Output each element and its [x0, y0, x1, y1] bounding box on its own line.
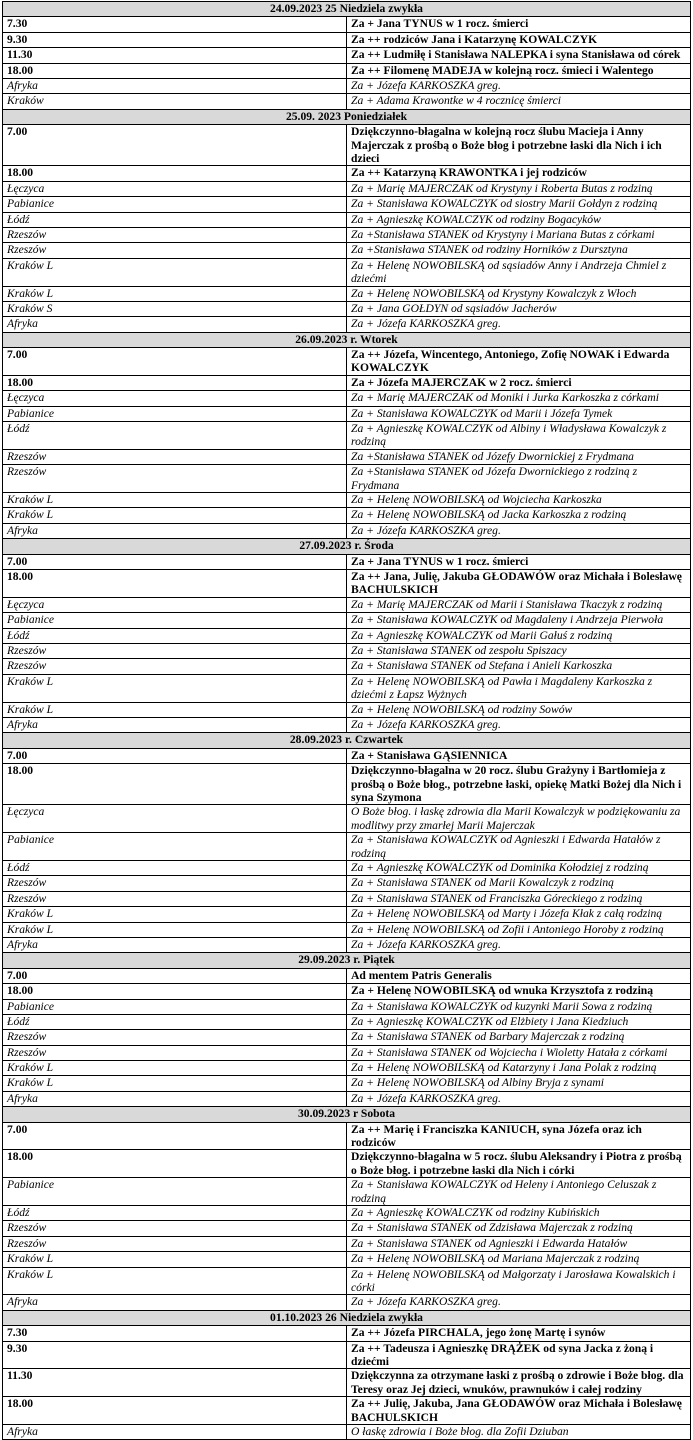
intention-location: Pabianice: [3, 833, 347, 861]
mass-row: [3, 348, 691, 376]
mass-row: [3, 1341, 691, 1369]
schedule-body: [3, 2, 691, 1440]
intention-text: Za + Jana TYNUS w 1 rocz. śmierci: [347, 17, 691, 32]
intention-row: [3, 197, 691, 212]
intention-text: Za + Stanisława KOWALCZYK od Magdaleny i Andrzeja Pierwoła: [347, 613, 691, 628]
mass-time: 18.00: [3, 63, 347, 78]
intention-text: Za ++ Jana, Julię, Jakuba GŁODAWÓW oraz Michała i Bolesławę BACHULSKICH: [347, 570, 691, 598]
intention-text: Za +Stanisława STANEK od Józefy Dwornickiej z Frydmana: [347, 449, 691, 464]
day-header: 29.09.2023 r. Piątek: [3, 953, 691, 968]
mass-row: [3, 968, 691, 983]
mass-time: 18.00: [3, 1150, 347, 1178]
intention-row: [3, 1091, 691, 1106]
intention-location: Pabianice: [3, 1178, 347, 1206]
intention-location: Rzeszów: [3, 876, 347, 891]
intention-text: Za + Helenę NOWOBILSKĄ od Katarzyny i Jana Polak z rodziną: [347, 1061, 691, 1076]
mass-row: [3, 1150, 691, 1178]
intention-row: [3, 243, 691, 258]
intention-row: [3, 1295, 691, 1310]
intention-text: Za + Adama Krawontke w 4 rocznicę śmierci: [347, 94, 691, 109]
intention-location: Kraków L: [3, 907, 347, 922]
intention-location: Kraków L: [3, 1267, 347, 1295]
intention-location: Afryka: [3, 523, 347, 538]
day-header: 27.09.2023 r. Środa: [3, 539, 691, 554]
intention-location: Kraków L: [3, 258, 347, 286]
intention-location: Łódź: [3, 861, 347, 876]
intention-text: Za + Józefa KARKOSZKA greg.: [347, 1295, 691, 1310]
day-header-row: [3, 953, 691, 968]
mass-time: 7.00: [3, 968, 347, 983]
intention-location: Łódź: [3, 628, 347, 643]
intention-location: Rzeszów: [3, 465, 347, 493]
intention-text: Za ++ Filomenę MADEJA w kolejną rocz. śmieci i Walentego: [347, 63, 691, 78]
intention-text: Za +Stanisława STANEK od Krystyny i Mariana Butas z córkami: [347, 227, 691, 242]
intention-text: Za + Stanisława KOWALCZYK od kuzynki Marii Sowa z rodziną: [347, 999, 691, 1014]
intention-row: [3, 659, 691, 674]
intention-row: [3, 1425, 691, 1440]
intention-location: Pabianice: [3, 406, 347, 421]
day-header: 28.09.2023 r. Czwartek: [3, 733, 691, 748]
mass-row: [3, 554, 691, 569]
intention-row: [3, 1252, 691, 1267]
intention-row: [3, 406, 691, 421]
mass-row: [3, 1326, 691, 1341]
intention-text: Za + Helenę NOWOBILSKĄ od Marty i Józefa Kłak z całą rodziną: [347, 907, 691, 922]
intention-location: Pabianice: [3, 613, 347, 628]
intention-location: Afryka: [3, 1295, 347, 1310]
mass-row: [3, 764, 691, 805]
intention-row: [3, 644, 691, 659]
intention-location: Afryka: [3, 317, 347, 332]
intention-row: [3, 523, 691, 538]
intention-text: Za + Helenę NOWOBILSKĄ od Pawła i Magdaleny Karkoszka z dziećmi z Łapsz Wyżnych: [347, 674, 691, 702]
day-header: 24.09.2023 25 Niedziela zwykła: [3, 2, 691, 17]
intention-row: [3, 717, 691, 732]
mass-time: 7.00: [3, 348, 347, 376]
day-header: 01.10.2023 26 Niedziela zwykła: [3, 1310, 691, 1325]
intention-text: Za + Stanisława STANEK od Zdzisława Majerczak z rodziną: [347, 1221, 691, 1236]
mass-time: 7.00: [3, 554, 347, 569]
intention-location: Rzeszów: [3, 243, 347, 258]
intention-row: [3, 597, 691, 612]
intention-location: Kraków L: [3, 508, 347, 523]
intention-text: Dziękczynno-błagalna w 20 rocz. ślubu Grażyny i Bartłomieja z prośbą o Boże błog., potrzebne łaski, opiekę Matki Bożej dla Nich i syna Szymona: [347, 764, 691, 805]
intention-row: [3, 999, 691, 1014]
intention-row: [3, 212, 691, 227]
day-header-row: [3, 332, 691, 347]
intention-row: [3, 613, 691, 628]
intention-row: [3, 508, 691, 523]
intention-text: Za + Stanisława STANEK od Barbary Majerczak z rodziną: [347, 1030, 691, 1045]
intention-text: Za + Stanisława STANEK od Agnieszki i Edwarda Hatałów: [347, 1236, 691, 1251]
intention-row: [3, 391, 691, 406]
intention-location: Rzeszów: [3, 1236, 347, 1251]
intention-text: Za + Stanisława KOWALCZYK od Heleny i Antoniego Celuszak z rodziną: [347, 1178, 691, 1206]
day-header-row: [3, 2, 691, 17]
intention-text: Za + Stanisława STANEK od Marii Kowalczyk z rodziną: [347, 876, 691, 891]
intention-row: [3, 937, 691, 952]
intention-text: Za + Jana GOŁDYN od sąsiadów Jacherów: [347, 301, 691, 316]
intention-location: Afryka: [3, 1425, 347, 1440]
intention-text: Za + Józefa KARKOSZKA greg.: [347, 317, 691, 332]
intention-text: Dziękczynno-błagalna w kolejną rocz ślubu Macieja i Anny Majerczak z prośbą o Boże błog i potrzebne łaski dla Nich i ich dzieci: [347, 125, 691, 166]
intention-text: Za ++ Józefa PIRCHALA, jego żonę Martę i synów: [347, 1326, 691, 1341]
mass-time: 18.00: [3, 1397, 347, 1425]
intention-text: Za ++ Józefa, Wincentego, Antoniego, Zofię NOWAK i Edwarda KOWALCZYK: [347, 348, 691, 376]
intention-text: Dziękczynna za otrzymane łaski z prośbą o zdrowie i Boże błog. dla Teresy oraz Jej dzieci, wnuków, prawnuków i całej rodziny: [347, 1369, 691, 1397]
mass-row: [3, 63, 691, 78]
mass-time: 18.00: [3, 166, 347, 181]
intention-text: Za + Józefa KARKOSZKA greg.: [347, 1091, 691, 1106]
intention-text: Za + Helenę NOWOBILSKĄ od wnuka Krzysztofa z rodziną: [347, 984, 691, 999]
intention-text: Za + Marię MAJERCZAK od Marii i Stanisława Tkaczyk z rodziną: [347, 597, 691, 612]
intention-row: [3, 301, 691, 316]
day-header-row: [3, 733, 691, 748]
intention-row: [3, 181, 691, 196]
intention-row: [3, 876, 691, 891]
intention-row: [3, 891, 691, 906]
day-header-row: [3, 539, 691, 554]
intention-row: [3, 1236, 691, 1251]
intention-location: Afryka: [3, 1091, 347, 1106]
mass-row: [3, 748, 691, 763]
intention-location: Łódź: [3, 1206, 347, 1221]
mass-time: 11.30: [3, 1369, 347, 1397]
day-header: 26.09.2023 r. Wtorek: [3, 332, 691, 347]
mass-row: [3, 166, 691, 181]
intention-text: Za + Helenę NOWOBILSKĄ od Krystyny Kowalczyk z Włoch: [347, 286, 691, 301]
intention-text: Za + Stanisława STANEK od Stefana i Anieli Karkoszka: [347, 659, 691, 674]
mass-row: [3, 375, 691, 390]
intention-text: Za + Agnieszkę KOWALCZYK od rodziny Kubińskich: [347, 1206, 691, 1221]
intention-text: Za + Agnieszkę KOWALCZYK od Marii Gałuś z rodziną: [347, 628, 691, 643]
intention-text: O Boże błog. i łaskę zdrowia dla Marii Kowalczyk w podziękowaniu za modlitwy przy zmarłej Marii Majerczak: [347, 805, 691, 833]
day-header: 25.09. 2023 Poniedziałek: [3, 109, 691, 124]
day-header-row: [3, 109, 691, 124]
intention-row: [3, 1221, 691, 1236]
mass-row: [3, 17, 691, 32]
intention-text: Ad mentem Patris Generalis: [347, 968, 691, 983]
intention-row: [3, 422, 691, 450]
intention-location: Rzeszów: [3, 449, 347, 464]
intention-text: Za + Helenę NOWOBILSKĄ od Małgorzaty i Jarosława Kowalskich i córki: [347, 1267, 691, 1295]
day-header-row: [3, 1310, 691, 1325]
intention-location: Pabianice: [3, 197, 347, 212]
mass-row: [3, 1397, 691, 1425]
intention-text: Za + Helenę NOWOBILSKĄ od sąsiadów Anny i Andrzeja Chmiel z dziećmi: [347, 258, 691, 286]
mass-row: [3, 570, 691, 598]
intention-text: Dziękczynno-błagalna w 5 rocz. ślubu Aleksandry i Piotra z prośbą o Boże błog. i potrzebne łaski dla Nich i córki: [347, 1150, 691, 1178]
intention-row: [3, 94, 691, 109]
intention-text: Za ++ Tadeusza i Agnieszkę DRĄŻEK od syna Jacka z żoną i dziećmi: [347, 1341, 691, 1369]
intention-text: Za ++ Julię, Jakuba, Jana GŁODAWÓW oraz Michała i Bolesławę BACHULSKICH: [347, 1397, 691, 1425]
intention-location: Łódź: [3, 422, 347, 450]
mass-time: 9.30: [3, 1341, 347, 1369]
intention-text: Za + Stanisława STANEK od Wojciecha i Wioletty Hatała z córkami: [347, 1045, 691, 1060]
intention-row: [3, 286, 691, 301]
intention-location: Afryka: [3, 78, 347, 93]
mass-time: 18.00: [3, 375, 347, 390]
intention-location: Kraków L: [3, 1252, 347, 1267]
intention-text: Za + Agnieszkę KOWALCZYK od Albiny i Władysława Kowalczyk z rodziną: [347, 422, 691, 450]
intention-location: Rzeszów: [3, 644, 347, 659]
intention-text: Za + Józefa KARKOSZKA greg.: [347, 937, 691, 952]
intention-location: Rzeszów: [3, 1030, 347, 1045]
intention-location: Łęczyca: [3, 181, 347, 196]
intention-text: Za + Jana TYNUS w 1 rocz. śmierci: [347, 554, 691, 569]
intention-location: Pabianice: [3, 999, 347, 1014]
intention-row: [3, 674, 691, 702]
mass-time: 11.30: [3, 48, 347, 63]
intention-text: Za + Marię MAJERCZAK od Krystyny i Roberta Butas z rodziną: [347, 181, 691, 196]
intention-row: [3, 1178, 691, 1206]
intention-text: Za + Helenę NOWOBILSKĄ od Zofii i Antoniego Horoby z rodziną: [347, 922, 691, 937]
mass-time: 7.00: [3, 1122, 347, 1150]
intention-text: Za + Józefa KARKOSZKA greg.: [347, 717, 691, 732]
intention-location: Rzeszów: [3, 227, 347, 242]
intention-location: Łódź: [3, 1014, 347, 1029]
intention-text: Za + Stanisława STANEK od zespołu Spiszacy: [347, 644, 691, 659]
day-header-row: [3, 1107, 691, 1122]
intention-location: Kraków L: [3, 702, 347, 717]
intention-text: Za + Józefa MAJERCZAK w 2 rocz. śmierci: [347, 375, 691, 390]
intention-row: [3, 465, 691, 493]
intention-location: Kraków L: [3, 493, 347, 508]
intention-location: Łęczyca: [3, 391, 347, 406]
intention-location: Kraków S: [3, 301, 347, 316]
mass-time: 18.00: [3, 570, 347, 598]
intention-text: Za + Józefa KARKOSZKA greg.: [347, 78, 691, 93]
mass-time: 7.30: [3, 17, 347, 32]
intention-row: [3, 227, 691, 242]
intention-text: Za + Józefa KARKOSZKA greg.: [347, 523, 691, 538]
intention-location: Kraków L: [3, 1076, 347, 1091]
mass-intentions-table: [2, 1, 691, 1440]
intention-text: Za + Helenę NOWOBILSKĄ od Wojciecha Karkoszka: [347, 493, 691, 508]
intention-row: [3, 1014, 691, 1029]
mass-time: 7.00: [3, 125, 347, 166]
mass-row: [3, 32, 691, 47]
intention-text: Za + Stanisława GĄSIENNICA: [347, 748, 691, 763]
intention-row: [3, 1045, 691, 1060]
intention-text: Za + Agnieszkę KOWALCZYK od Elżbiety i Jana Kiedziuch: [347, 1014, 691, 1029]
intention-text: Za ++ Katarzyną KRAWONTKA i jej rodziców: [347, 166, 691, 181]
intention-location: Łęczyca: [3, 805, 347, 833]
mass-time: 18.00: [3, 984, 347, 999]
mass-row: [3, 1122, 691, 1150]
intention-text: O łaskę zdrowia i Boże błog. dla Zofii Dziuban: [347, 1425, 691, 1440]
intention-location: Łódź: [3, 212, 347, 227]
intention-row: [3, 907, 691, 922]
intention-text: Za ++ Marię i Franciszka KANIUCH, syna Józefa oraz ich rodziców: [347, 1122, 691, 1150]
mass-row: [3, 1369, 691, 1397]
intention-row: [3, 1206, 691, 1221]
intention-row: [3, 317, 691, 332]
intention-row: [3, 78, 691, 93]
intention-location: Kraków L: [3, 674, 347, 702]
mass-row: [3, 984, 691, 999]
intention-row: [3, 922, 691, 937]
intention-location: Kraków L: [3, 922, 347, 937]
intention-text: Za + Helenę NOWOBILSKĄ od Mariana Majerczak z rodziną: [347, 1252, 691, 1267]
intention-location: Łęczyca: [3, 597, 347, 612]
intention-location: Rzeszów: [3, 659, 347, 674]
mass-row: [3, 48, 691, 63]
intention-row: [3, 833, 691, 861]
intention-row: [3, 628, 691, 643]
intention-location: Rzeszów: [3, 891, 347, 906]
intention-location: Afryka: [3, 937, 347, 952]
intention-row: [3, 1076, 691, 1091]
intention-location: Kraków: [3, 94, 347, 109]
intention-row: [3, 258, 691, 286]
mass-time: 9.30: [3, 32, 347, 47]
intention-text: Za + Stanisława KOWALCZYK od Marii i Józefa Tymek: [347, 406, 691, 421]
intention-text: Za ++ rodziców Jana i Katarzynę KOWALCZYK: [347, 32, 691, 47]
intention-row: [3, 861, 691, 876]
intention-text: Za + Stanisława KOWALCZYK od siostry Marii Gołdyn z rodziną: [347, 197, 691, 212]
intention-text: Za + Agnieszkę KOWALCZYK od rodziny Bogacyków: [347, 212, 691, 227]
intention-row: [3, 1030, 691, 1045]
intention-text: Za +Stanisława STANEK od rodziny Horników z Dursztyna: [347, 243, 691, 258]
intention-row: [3, 493, 691, 508]
mass-time: 7.30: [3, 1326, 347, 1341]
intention-row: [3, 449, 691, 464]
intention-text: Za +Stanisława STANEK od Józefa Dwornickiego z rodziną z Frydmana: [347, 465, 691, 493]
intention-location: Afryka: [3, 717, 347, 732]
intention-text: Za + Agnieszkę KOWALCZYK od Dominika Kołodziej z rodziną: [347, 861, 691, 876]
intention-row: [3, 805, 691, 833]
mass-time: 18.00: [3, 764, 347, 805]
intention-row: [3, 702, 691, 717]
intention-location: Kraków L: [3, 1061, 347, 1076]
intention-location: Rzeszów: [3, 1221, 347, 1236]
intention-text: Za + Stanisława KOWALCZYK od Agnieszki i Edwarda Hatałów z rodziną: [347, 833, 691, 861]
intention-text: Za + Stanisława STANEK od Franciszka Góreckiego z rodziną: [347, 891, 691, 906]
mass-time: 7.00: [3, 748, 347, 763]
intention-location: Kraków L: [3, 286, 347, 301]
intention-row: [3, 1061, 691, 1076]
intention-text: Za + Marię MAJERCZAK od Moniki i Jurka Karkoszka z córkami: [347, 391, 691, 406]
day-header: 30.09.2023 r Sobota: [3, 1107, 691, 1122]
mass-row: [3, 125, 691, 166]
intention-text: Za + Helenę NOWOBILSKĄ od Jacka Karkoszka z rodziną: [347, 508, 691, 523]
intention-text: Za + Helenę NOWOBILSKĄ od Albiny Bryja z synami: [347, 1076, 691, 1091]
intention-row: [3, 1267, 691, 1295]
intention-text: Za + Helenę NOWOBILSKĄ od rodziny Sowów: [347, 702, 691, 717]
intention-text: Za ++ Ludmiłę i Stanisława NALEPKA i syna Stanisława od córek: [347, 48, 691, 63]
intention-location: Rzeszów: [3, 1045, 347, 1060]
